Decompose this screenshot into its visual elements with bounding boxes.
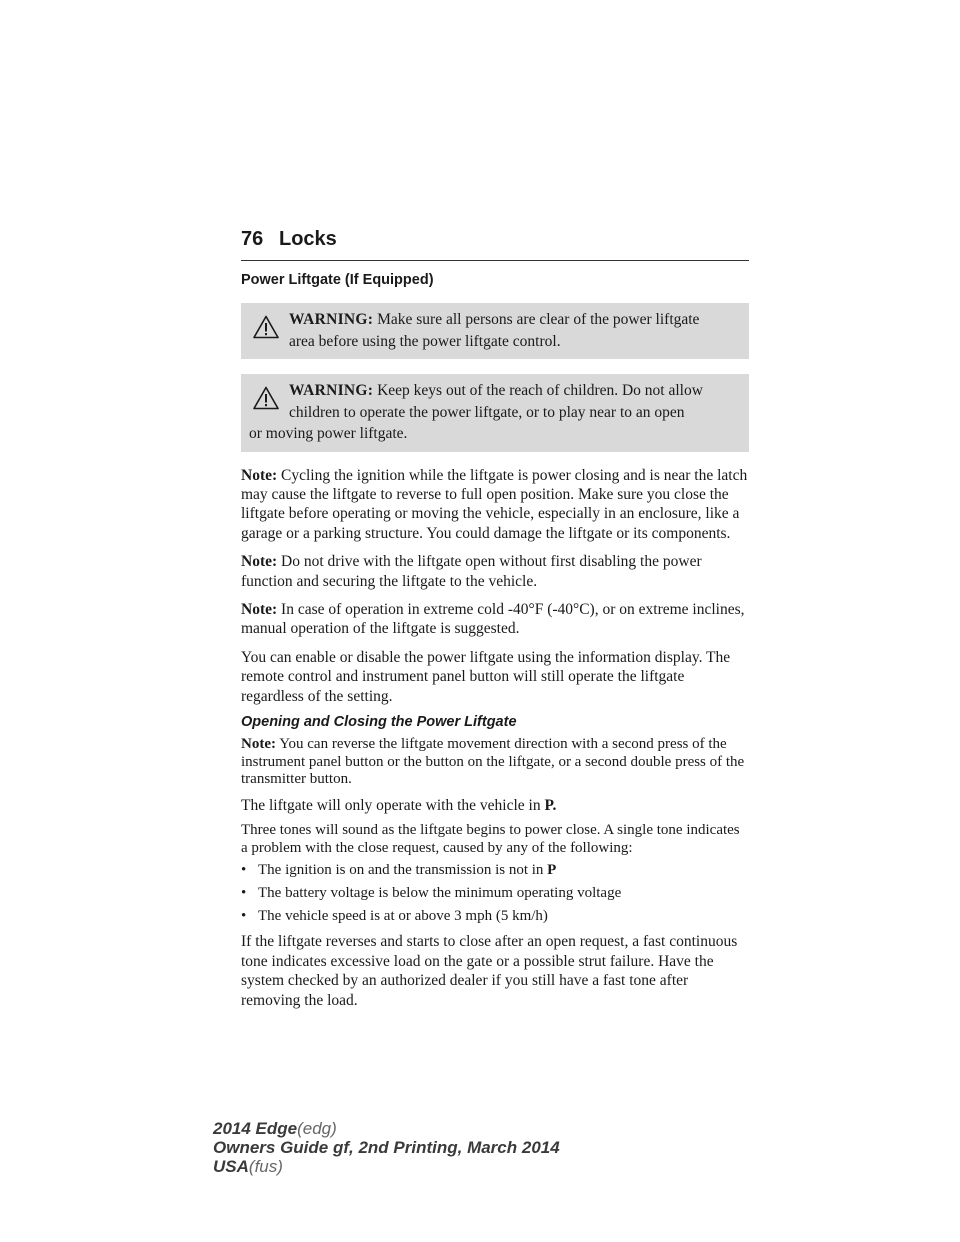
warning-box-1 — [241, 303, 749, 359]
warning-text-line1: Keep keys out of the reach of children. Do not allow — [377, 382, 703, 399]
operate-text: The liftgate will only operate with the vehicle in — [241, 796, 545, 814]
note-text: In case of operation in extreme cold -40°F (-40°C), or on extreme inclines, manual operation of the liftgate is suggested. — [241, 600, 745, 638]
chapter-title: Locks — [279, 228, 337, 250]
warning-text-line3: or moving power liftgate. — [249, 425, 408, 442]
manual-page — [241, 228, 749, 1010]
list-item — [241, 906, 749, 926]
warning-box-2 — [241, 374, 749, 452]
warning-label: WARNING: — [289, 382, 374, 399]
warning-label: WARNING: — [289, 311, 374, 328]
note-text: Do not drive with the liftgate open without first disabling the power function and securing the liftgate to the vehicle. — [241, 553, 702, 590]
footer-model: 2014 Edge — [213, 1119, 298, 1138]
warning-text-line2: area before using the power liftgate control. — [289, 332, 561, 350]
condition-list — [241, 860, 749, 926]
note-label: Note: — [241, 735, 276, 752]
operate-paragraph — [241, 796, 749, 815]
footer-model-code: (edg) — [297, 1119, 337, 1138]
bullet-icon: • — [241, 862, 247, 879]
note-label: Note: — [241, 553, 278, 571]
header-rule — [241, 260, 749, 261]
footer-market: USA — [213, 1157, 249, 1176]
page-footer — [213, 1119, 560, 1176]
page-number: 76 — [241, 228, 264, 250]
tones-paragraph: Three tones will sound as the liftgate begins to power close. A single tone indicates a problem with the close request, caused by any of the following: — [241, 822, 740, 856]
enable-paragraph: You can enable or disable the power liftgate using the information display. The remote control and instrument panel button will still operate the liftgate regardless of the setting. — [241, 648, 731, 705]
page-header — [241, 228, 749, 259]
list-item-text: The ignition is on and the transmission is not in — [258, 862, 548, 879]
warning-text-line1: Make sure all persons are clear of the power liftgate — [377, 311, 700, 328]
subsection-title: Opening and Closing the Power Liftgate — [241, 713, 517, 730]
gear-label: P. — [544, 796, 557, 814]
note-label: Note: — [241, 600, 278, 618]
list-item-bold: P — [547, 862, 557, 879]
note-text: Cycling the ignition while the liftgate is power closing and is near the latch may cause the liftgate to reverse to full open position. Make sure you close the liftgate before operating or moving the vehicle, especially in an enclosure, like a garage or a parking structure. You could damage the liftgate or its components. — [241, 466, 748, 542]
list-item — [241, 883, 749, 903]
final-paragraph: If the liftgate reverses and starts to close after an open request, a fast continuous tone indicates excessive load on the gate or a possible strut failure. Have the system checked by an authorized dealer if you still have a fast tone after removing the load. — [241, 933, 738, 1009]
footer-market-code: (fus) — [248, 1157, 283, 1176]
list-item — [241, 860, 749, 880]
note-paragraph — [241, 552, 749, 591]
bullet-icon: • — [241, 908, 247, 925]
footer-edition: Owners Guide gf, 2nd Printing, March 2014 — [213, 1138, 560, 1157]
note-label: Note: — [241, 466, 278, 484]
note-paragraph — [241, 466, 749, 544]
reverse-note-paragraph — [241, 736, 749, 789]
warning-triangle-icon — [253, 386, 279, 410]
section-title: Power Liftgate (If Equipped) — [241, 272, 434, 288]
note-text: You can reverse the liftgate movement direction with a second press of the instrument panel button or the button on the liftgate, or a second double press of the transmitter button. — [241, 735, 745, 788]
warning-text-line2: children to operate the power liftgate, or to play near to an open — [289, 403, 685, 421]
note-paragraph — [241, 600, 749, 639]
warning-triangle-icon — [253, 315, 279, 339]
bullet-icon: • — [241, 885, 247, 902]
list-item-text: The battery voltage is below the minimum operating voltage — [258, 885, 622, 902]
list-item-text: The vehicle speed is at or above 3 mph (5 km/h) — [258, 908, 548, 925]
